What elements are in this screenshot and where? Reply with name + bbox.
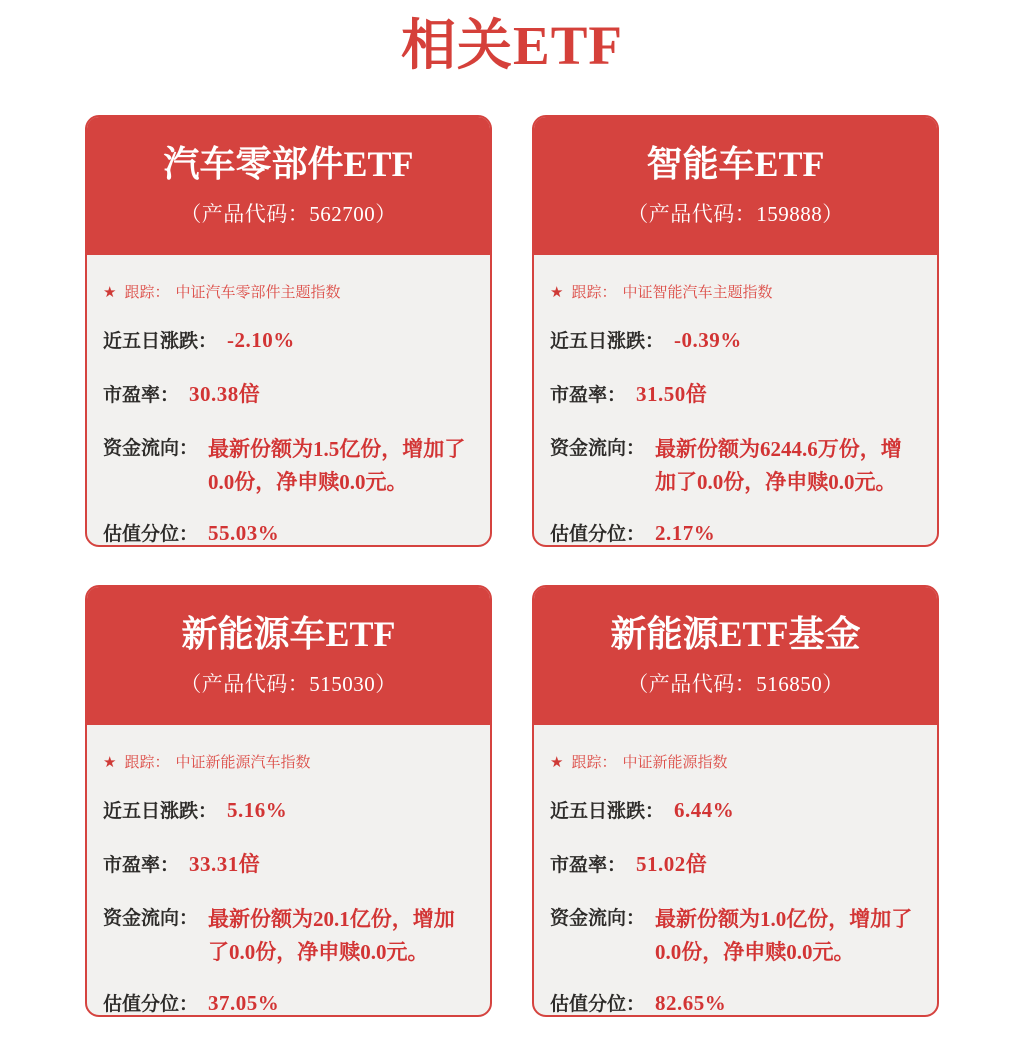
star-icon: ★ [103,753,117,771]
card-header [87,587,490,725]
pe-label: 市盈率： [550,385,627,407]
change5d-value: 5.16% [227,798,288,823]
change5d-value: 6.44% [674,798,735,823]
flow-value: 最新份额为1.0亿份，增加了0.0份，净申赎0.0元。 [655,907,913,964]
track-row [103,281,474,302]
etf-grid [85,115,939,1017]
card-body [534,255,937,546]
valuation-row [103,519,474,546]
pe-row [103,848,474,878]
card-product-code: （产品代码：516850） [627,672,844,697]
valuation-value: 55.03% [208,521,280,546]
track-label: 跟踪： [124,754,170,772]
pe-label: 市盈率： [103,855,180,877]
pe-value: 51.02倍 [636,852,708,877]
card-title: 汽车零部件ETF [163,144,414,185]
track-index: 中证新能源指数 [622,754,728,772]
flow-row [103,903,474,968]
pe-value: 31.50倍 [636,382,708,407]
valuation-label: 估值分位： [550,524,646,546]
change5d-row [550,796,921,823]
etf-card-1 [85,115,492,547]
track-label: 跟踪： [571,754,617,772]
card-product-code: （产品代码：562700） [180,202,397,227]
flow-value: 最新份额为6244.6万份，增加了0.0份，净申赎0.0元。 [655,437,902,494]
flow-row [550,433,921,498]
change5d-label: 近五日涨跌： [550,331,665,353]
pe-label: 市盈率： [550,855,627,877]
flow-label: 资金流向： [550,438,646,460]
card-header [534,587,937,725]
star-icon: ★ [550,283,564,301]
change5d-label: 近五日涨跌： [550,801,665,823]
track-row [550,281,921,302]
track-row [550,751,921,772]
flow-label: 资金流向： [103,908,199,930]
card-product-code: （产品代码：515030） [180,672,397,697]
card-body [87,725,490,1016]
change5d-row [103,326,474,353]
track-label: 跟踪： [124,284,170,302]
star-icon: ★ [103,283,117,301]
pe-row [103,378,474,408]
etf-card-3 [85,585,492,1017]
pe-row [550,848,921,878]
card-body [87,255,490,546]
flow-row [103,433,474,498]
card-title: 新能源车ETF [181,614,396,655]
valuation-value: 82.65% [655,991,727,1016]
card-body [534,725,937,1016]
etf-card-4 [532,585,939,1017]
star-icon: ★ [550,753,564,771]
valuation-row [103,989,474,1016]
card-product-code: （产品代码：159888） [627,202,844,227]
valuation-label: 估值分位： [103,994,199,1016]
pe-value: 30.38倍 [189,382,261,407]
valuation-row [550,989,921,1016]
page-title: 相关ETF [401,15,623,76]
flow-value: 最新份额为1.5亿份，增加了0.0份，净申赎0.0元。 [208,437,466,494]
card-title: 新能源ETF基金 [610,614,861,655]
valuation-row [550,519,921,546]
card-header [534,117,937,255]
track-index: 中证新能源汽车指数 [175,754,311,772]
valuation-label: 估值分位： [550,994,646,1016]
flow-label: 资金流向： [103,438,199,460]
flow-label: 资金流向： [550,908,646,930]
change5d-value: -0.39% [674,328,742,353]
track-index: 中证汽车零部件主题指数 [175,284,341,302]
change5d-row [550,326,921,353]
flow-value: 最新份额为20.1亿份，增加了0.0份，净申赎0.0元。 [208,907,455,964]
valuation-value: 37.05% [208,991,280,1016]
track-index: 中证智能汽车主题指数 [622,284,773,302]
card-header [87,117,490,255]
valuation-label: 估值分位： [103,524,199,546]
change5d-value: -2.10% [227,328,295,353]
change5d-row [103,796,474,823]
track-row [103,751,474,772]
change5d-label: 近五日涨跌： [103,331,218,353]
flow-row [550,903,921,968]
pe-value: 33.31倍 [189,852,261,877]
change5d-label: 近五日涨跌： [103,801,218,823]
pe-label: 市盈率： [103,385,180,407]
card-title: 智能车ETF [646,144,825,185]
etf-card-2 [532,115,939,547]
pe-row [550,378,921,408]
valuation-value: 2.17% [655,521,716,546]
track-label: 跟踪： [571,284,617,302]
